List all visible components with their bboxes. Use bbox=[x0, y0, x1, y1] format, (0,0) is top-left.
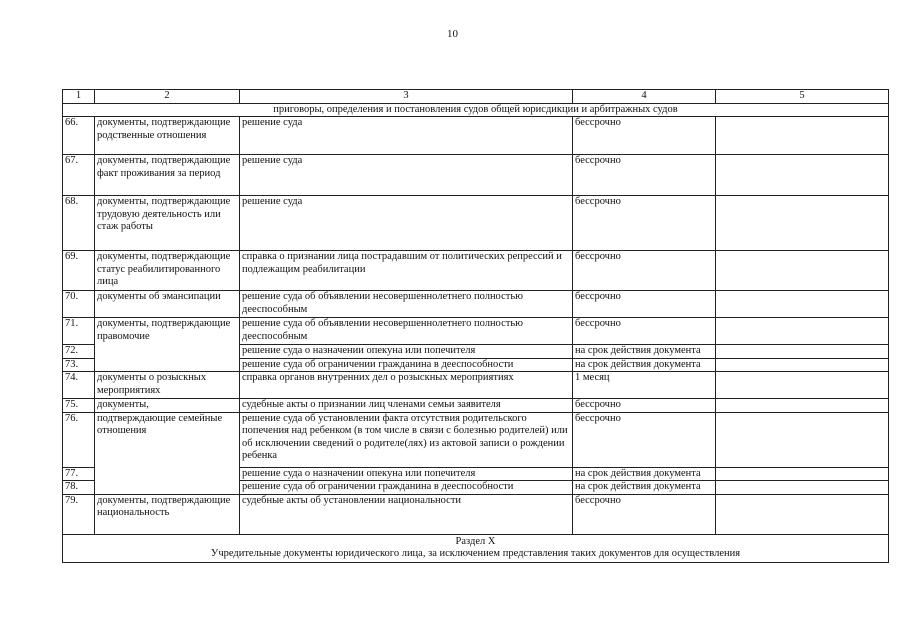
basis-cell: решение суда bbox=[240, 117, 573, 155]
row-number: 66. bbox=[63, 117, 95, 155]
term-cell: бессрочно bbox=[573, 251, 716, 291]
notes-cell bbox=[716, 318, 889, 345]
document-type-cell: документы, подтверждающие статус реабилитированного лица bbox=[95, 251, 240, 291]
basis-cell: решение суда об объявлении несовершеннолетнего полностью дееспособным bbox=[240, 318, 573, 345]
column-header: 4 bbox=[573, 90, 716, 104]
document-type-cell: документы об эмансипации bbox=[95, 291, 240, 318]
term-cell: бессрочно bbox=[573, 399, 716, 413]
basis-cell: решение суда о назначении опекуна или попечителя bbox=[240, 467, 573, 481]
table-row bbox=[63, 412, 889, 467]
basis-cell: справка о признании лица пострадавшим от политических репрессий и подлежащим реабилитации bbox=[240, 251, 573, 291]
document-type-cell: документы, подтверждающие родственные отношения bbox=[95, 117, 240, 155]
row-number: 78. bbox=[63, 481, 95, 495]
table-row bbox=[63, 318, 889, 345]
basis-cell: судебные акты об установлении национальности bbox=[240, 494, 573, 534]
term-cell: бессрочно bbox=[573, 196, 716, 251]
term-cell: бессрочно bbox=[573, 117, 716, 155]
notes-cell bbox=[716, 467, 889, 481]
notes-cell bbox=[716, 358, 889, 372]
notes-cell bbox=[716, 399, 889, 413]
table-row bbox=[63, 291, 889, 318]
basis-cell: решение суда об установлении факта отсутствия родительского попечения над ребенком (в том числе в связи с болезнью родителей) или об исключении сведений о родителе(лях) из актовой записи о рождении ребенка bbox=[240, 412, 573, 467]
row-number: 73. bbox=[63, 358, 95, 372]
column-header: 1 bbox=[63, 90, 95, 104]
term-cell: бессрочно bbox=[573, 412, 716, 467]
basis-cell: решение суда об ограничении гражданина в дееспособности bbox=[240, 481, 573, 495]
notes-cell bbox=[716, 196, 889, 251]
term-cell: на срок действия документа bbox=[573, 481, 716, 495]
notes-cell bbox=[716, 412, 889, 467]
category-heading: приговоры, определения и постановления судов общей юрисдикции и арбитражных судов bbox=[63, 103, 889, 117]
row-number: 77. bbox=[63, 467, 95, 481]
row-number: 79. bbox=[63, 494, 95, 534]
basis-cell: решение суда о назначении опекуна или попечителя bbox=[240, 345, 573, 359]
term-cell: бессрочно bbox=[573, 155, 716, 196]
row-number: 72. bbox=[63, 345, 95, 359]
table-row bbox=[63, 251, 889, 291]
row-number: 69. bbox=[63, 251, 95, 291]
table-row bbox=[63, 155, 889, 196]
term-cell: бессрочно bbox=[573, 494, 716, 534]
row-number: 71. bbox=[63, 318, 95, 345]
section-subtitle: Учредительные документы юридического лица, за исключением представления таких документов для осуществления bbox=[210, 548, 741, 559]
notes-cell bbox=[716, 117, 889, 155]
basis-cell: судебные акты о признании лиц членами семьи заявителя bbox=[240, 399, 573, 413]
table-row bbox=[63, 372, 889, 399]
document-type-cell: подтверждающие семейные отношения bbox=[95, 412, 240, 494]
notes-cell bbox=[716, 372, 889, 399]
row-number: 67. bbox=[63, 155, 95, 196]
table-row bbox=[63, 117, 889, 155]
document-type-cell: документы, подтверждающие трудовую деятельность или стаж работы bbox=[95, 196, 240, 251]
column-header-row bbox=[63, 90, 889, 104]
table-row bbox=[63, 494, 889, 534]
row-number: 70. bbox=[63, 291, 95, 318]
section-title: Раздел X bbox=[455, 535, 496, 547]
notes-cell bbox=[716, 494, 889, 534]
page-number: 10 bbox=[447, 28, 458, 40]
column-header: 2 bbox=[95, 90, 240, 104]
category-row bbox=[63, 103, 889, 117]
document-type-cell: документы, подтверждающие правомочие bbox=[95, 318, 240, 372]
column-header: 3 bbox=[240, 90, 573, 104]
notes-cell bbox=[716, 251, 889, 291]
section-heading-cell bbox=[63, 534, 889, 562]
term-cell: на срок действия документа bbox=[573, 345, 716, 359]
term-cell: бессрочно bbox=[573, 318, 716, 345]
row-number: 76. bbox=[63, 412, 95, 467]
term-cell: бессрочно bbox=[573, 291, 716, 318]
document-type-cell: документы, подтверждающие факт проживания за период bbox=[95, 155, 240, 196]
section-row bbox=[63, 534, 889, 562]
notes-cell bbox=[716, 481, 889, 495]
table-row bbox=[63, 399, 889, 413]
notes-cell bbox=[716, 345, 889, 359]
notes-cell bbox=[716, 155, 889, 196]
basis-cell: решение суда об ограничении гражданина в дееспособности bbox=[240, 358, 573, 372]
basis-cell: решение суда bbox=[240, 196, 573, 251]
table-row bbox=[63, 196, 889, 251]
row-number: 75. bbox=[63, 399, 95, 413]
basis-cell: решение суда об объявлении несовершеннолетнего полностью дееспособным bbox=[240, 291, 573, 318]
basis-cell: справка органов внутренних дел о розыскных мероприятиях bbox=[240, 372, 573, 399]
column-header: 5 bbox=[716, 90, 889, 104]
basis-cell: решение суда bbox=[240, 155, 573, 196]
documents-table bbox=[62, 89, 889, 563]
document-type-cell: документы о розыскных мероприятиях bbox=[95, 372, 240, 399]
term-cell: 1 месяц bbox=[573, 372, 716, 399]
document-type-cell: документы, bbox=[95, 399, 240, 413]
document-type-cell: документы, подтверждающие национальность bbox=[95, 494, 240, 534]
notes-cell bbox=[716, 291, 889, 318]
row-number: 74. bbox=[63, 372, 95, 399]
term-cell: на срок действия документа bbox=[573, 467, 716, 481]
row-number: 68. bbox=[63, 196, 95, 251]
term-cell: на срок действия документа bbox=[573, 358, 716, 372]
